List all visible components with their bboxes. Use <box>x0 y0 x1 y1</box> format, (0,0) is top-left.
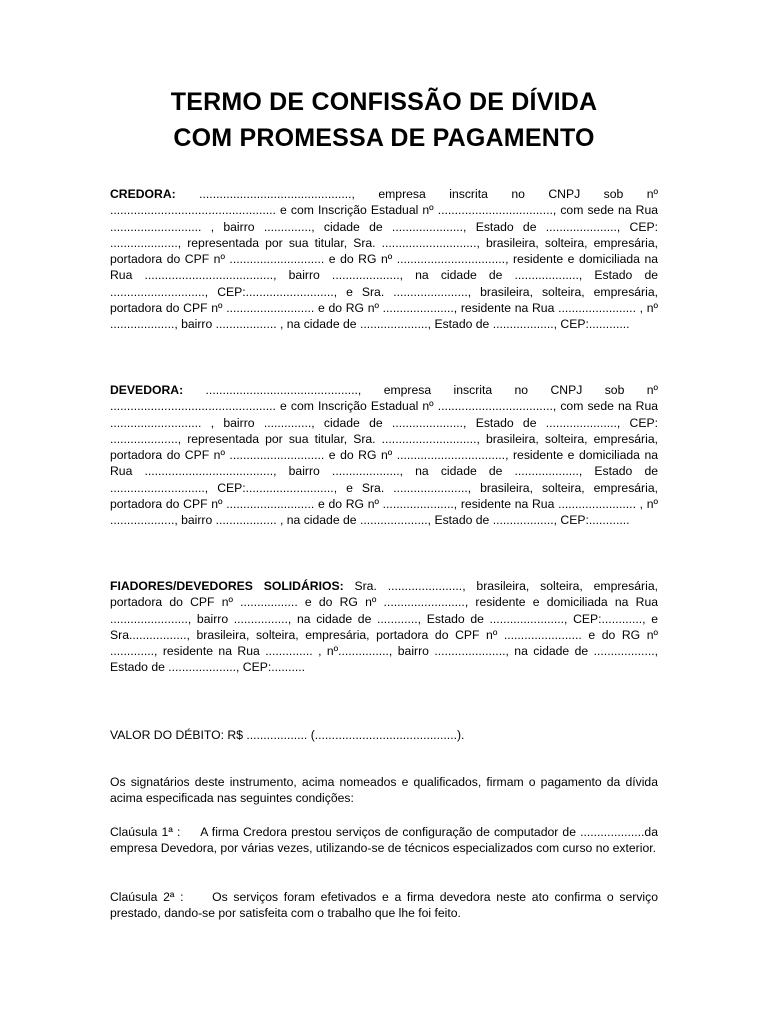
devedora-label: DEVEDORA: <box>110 383 184 397</box>
valor-debito: VALOR DO DÉBITO: R$ .................. (..........................................). <box>110 728 465 742</box>
intro-paragraph: Os signatários deste instrumento, acima nomeados e qualificados, firmam o pagamento da dívida acima especificada nas seguintes condições: <box>110 775 658 806</box>
devedora-paragraph <box>110 382 658 529</box>
credora-text: ............................................., empresa inscrita no CNPJ sob nº ................................................. e com Inscrição Estadual nº .................................., com sede na Rua ........................... , bairro .............., cidade de ....................., Estado de ....................., CEP: ...................., representada por sua titular, Sra. ............................, brasileira, solteira, empresária, portadora do CPF nº ............................ e do RG nº ................................, residente e domiciliada na Rua ......................................, bairro ...................., na cidade de ..................., Estado de ............................, CEP:.........................., e Sra. ......................, brasileira, solteira, empresária, portadora do CPF nº .......................... e do RG nº ....................., residente na Rua ....................... , nº ..................., bairro .................. , na cidade de ...................., Estado de .................., CEP:............ <box>110 187 658 332</box>
clausula-1-label: Claúsula 1ª : <box>110 825 181 839</box>
title-line-1: TERMO DE CONFISSÃO DE DÍVIDA <box>170 88 598 116</box>
credora-label: CREDORA: <box>110 187 176 201</box>
fiadores-paragraph <box>110 578 658 676</box>
title-line-2: COM PROMESSA DE PAGAMENTO <box>173 124 595 152</box>
fiadores-text: Sra. ......................, brasileira, solteira, empresária, portadora do CPF nº ................. e do RG nº ........................, residente e domiciliada na Rua ......................., bairro ................, na cidade de ............, Estado de ......................, CEP:............, e Sra................., brasileira, solteira, empresária, portadora do CPF nº ....................... e do RG nº ............., residente na Rua .............. , nº..............., bairro ....................., na cidade de .................., Estado de ...................., CEP:.......... <box>110 579 658 675</box>
devedora-text: ............................................., empresa inscrita no CNPJ sob nº ................................................. e com Inscrição Estadual nº .................................., com sede na Rua ........................... , bairro .............., cidade de ....................., Estado de ....................., CEP: ...................., representada por sua titular, Sra. ............................, brasileira, solteira, empresária, portadora do CPF nº ............................ e do RG nº ................................, residente e domiciliada na Rua ......................................, bairro ...................., na cidade de ..................., Estado de ............................, CEP:.........................., e Sra. ......................, brasileira, solteira, empresária, portadora do CPF nº .......................... e do RG nº ....................., residente na Rua ....................... , nº ..................., bairro .................. , na cidade de ...................., Estado de .................., CEP:............ <box>110 383 658 528</box>
clausula-2-text: Os serviços foram efetivados e a firma devedora neste ato confirma o serviço prestado, dando-se por satisfeita com o trabalho que lhe foi feito. <box>110 890 658 921</box>
clausula-2-label: Claúsula 2ª : <box>110 890 184 904</box>
clausula-1-text: A firma Credora prestou serviços de configuração de computador de ...................da empresa Devedora, por várias vezes, utilizando-se de técnicos especializados com curso no exterior. <box>110 825 658 856</box>
clausula-2-paragraph <box>110 889 658 922</box>
clausula-1-paragraph <box>110 824 658 857</box>
fiadores-label: FIADORES/DEVEDORES SOLIDÁRIOS: <box>110 579 344 593</box>
credora-paragraph <box>110 186 658 333</box>
